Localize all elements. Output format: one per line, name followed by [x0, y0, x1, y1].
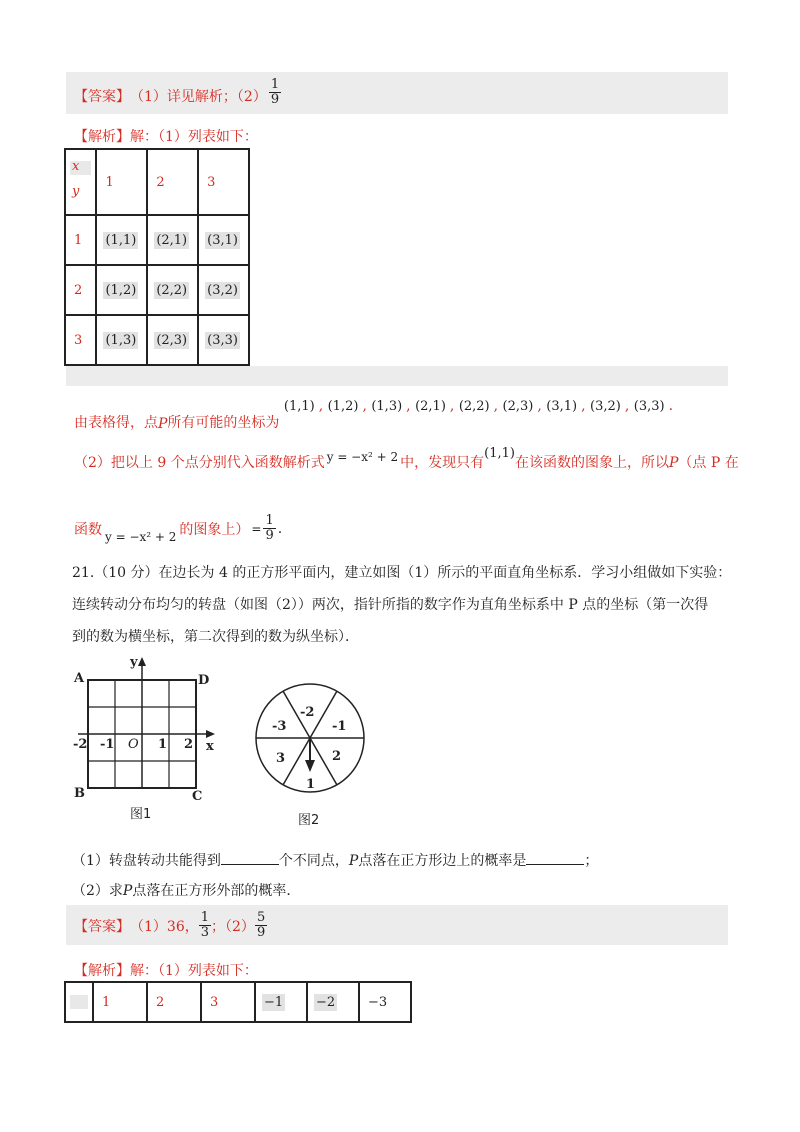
coordinate-table-1 [64, 148, 250, 366]
table-cell: 2 [147, 982, 201, 1022]
corner-y: y [72, 184, 80, 199]
figure-2-spinner [252, 680, 372, 830]
fig1-caption: 图1 [130, 807, 152, 822]
table-cell: −3 [359, 982, 411, 1022]
answer-label: 【答案】 [74, 88, 130, 105]
answer-line-1 [74, 77, 281, 107]
sector-label: 2 [332, 749, 342, 764]
fig1-label-C: C [192, 789, 203, 804]
frac-denominator: 9 [270, 92, 280, 107]
col-header: 3 [198, 149, 249, 215]
table-row [65, 265, 249, 315]
table-row [65, 215, 249, 265]
part2b-b: 的图象上） [179, 521, 250, 538]
table-cell: (3,1) [198, 215, 249, 265]
fig2-caption: 图2 [298, 813, 320, 828]
part2-line [74, 446, 739, 472]
table-cell: (3,3) [198, 315, 249, 365]
table-cell: 1 [93, 982, 147, 1022]
coords-list: (1,1) , (1,2) , (1,3) , (2,1) , (2,2) , (2,3) , (3,1) , (3,2) , (3,3) . [283, 398, 674, 414]
table-cell: (2,2) [147, 265, 198, 315]
fig1-tick: -2 [73, 737, 88, 752]
answer-fraction-1: $\frac{1}{3}$ [200, 910, 210, 940]
table-cell: −1 [255, 982, 307, 1022]
result-fraction: $\frac{1}{9}$ [265, 513, 274, 543]
table-cell: (1,2) [96, 265, 147, 315]
answer-line-2 [74, 911, 267, 940]
table-corner-cell [65, 149, 96, 215]
sector-label: -1 [332, 719, 347, 734]
table-cell: (1,1) [96, 215, 147, 265]
fig1-label-B: B [74, 786, 85, 801]
analysis-label: 【解析】 [74, 129, 130, 145]
sector-label: -2 [300, 705, 315, 720]
fig1-label-O: O [128, 737, 139, 752]
corner-x: x [72, 159, 80, 174]
sub-question-2: （2）求P点落在正方形外部的概率． [72, 883, 301, 899]
part2-a: （2）把以上 9 个点分别代入函数解析式 [74, 455, 325, 471]
figure-1-coordinate-grid [70, 652, 230, 827]
part2-c: 在该函数的图象上，所以 [514, 455, 669, 471]
coords-middle: 所有可能的坐标为 [167, 415, 280, 431]
frac-numerator: 1 [270, 77, 280, 92]
table-row [65, 982, 411, 1022]
analysis-line-1 [74, 126, 258, 146]
col-header: 2 [147, 149, 198, 215]
fig1-label-A: A [74, 671, 85, 686]
coordinate-table-2 [64, 981, 412, 1023]
q21-line-2: 连续转动分布均匀的转盘（如图（2））两次，指针所指的数字作为直角坐标系中 P 点的坐标（第一次得 [72, 597, 709, 613]
fig1-tick: -1 [100, 737, 115, 752]
analysis-label: 【解析】 [74, 963, 130, 979]
blank-1 [221, 852, 279, 865]
fig1-tick: 1 [158, 737, 168, 752]
part2-line-b: 函数 y = −x² + 2 的图象上） = $\frac{1}{9}$ . [74, 513, 283, 544]
table-cell [65, 982, 93, 1022]
sector-label: -3 [272, 719, 287, 734]
answer-text: （1）详见解析；（2） [130, 88, 267, 105]
table-cell: 3 [201, 982, 255, 1022]
fig1-label-x: x [206, 739, 214, 754]
row-header: 2 [65, 265, 96, 315]
fig1-label-D: D [198, 673, 210, 688]
table-cell: (3,2) [198, 265, 249, 315]
point-p: P [668, 455, 679, 471]
analysis-text: 解：（1）列表如下： [130, 129, 258, 145]
coords-prefix: 由表格得，点 [74, 415, 158, 431]
answer-label: 【答案】 [74, 918, 130, 935]
analysis-line-2 [74, 960, 258, 980]
analysis-text: 解：（1）列表如下： [130, 963, 258, 979]
q21-line-3: 到的数为横坐标，第二次得到的数为纵坐标）． [72, 629, 359, 645]
row-header: 3 [65, 315, 96, 365]
part2-d: （点 P 在 [678, 455, 739, 471]
point-p: P [158, 416, 168, 432]
blank-2 [526, 852, 584, 865]
answer-text: （1）36， [130, 918, 199, 935]
part2b-a: 函数 [74, 521, 102, 538]
sector-label: 1 [306, 777, 316, 792]
table-row [65, 315, 249, 365]
table-cell: (2,3) [147, 315, 198, 365]
table-cell: (2,1) [147, 215, 198, 265]
formula: y = −x² + 2 [105, 529, 177, 544]
part2-b: 中，发现只有 [400, 455, 485, 471]
coords-line [74, 398, 673, 432]
answer-fraction-2: $\frac{5}{9}$ [256, 910, 266, 940]
fig1-label-y: y [130, 655, 138, 670]
sector-label: 3 [276, 751, 286, 766]
col-header: 1 [96, 149, 147, 215]
point-11: (1,1) [484, 446, 515, 461]
row-header: 1 [65, 215, 96, 265]
equals: = [251, 521, 262, 536]
formula: y = −x² + 2 [326, 450, 399, 464]
q21-line-1: 21.（10 分）在边长为 4 的正方形平面内，建立如图（1）所示的平面直角坐标系．学习小组做如下实验： [72, 565, 732, 581]
table-bottom-band [66, 366, 728, 386]
answer-fraction [269, 78, 281, 107]
fig1-tick: 2 [184, 737, 194, 752]
table-cell: −2 [307, 982, 359, 1022]
answer-sep: ；（2） [211, 918, 255, 935]
sub-question-1: （1）转盘转动共能得到 个不同点，P点落在正方形边上的概率是 ； [72, 853, 599, 869]
table-cell: (1,3) [96, 315, 147, 365]
